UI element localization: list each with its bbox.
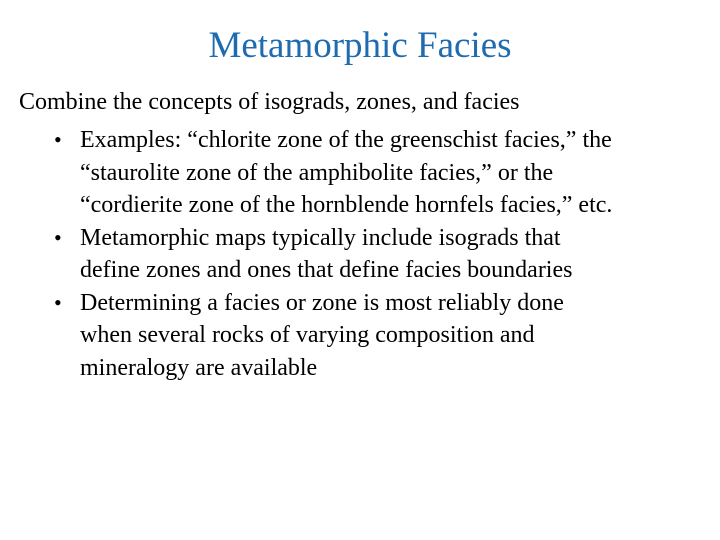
bullet-icon: • bbox=[54, 289, 62, 315]
slide-title: Metamorphic Facies bbox=[208, 25, 512, 66]
bullet-line: define zones and ones that define facies boundaries bbox=[80, 257, 573, 283]
bullet-line: “cordierite zone of the hornblende hornfels facies,” etc. bbox=[80, 192, 613, 218]
bullet-list bbox=[54, 124, 714, 384]
bullet-icon: • bbox=[54, 224, 62, 250]
bullet-item-maps bbox=[54, 222, 714, 287]
bullet-line: mineralogy are available bbox=[80, 354, 318, 381]
bullet-item-determining bbox=[54, 287, 714, 385]
bullet-line: Examples: “chlorite zone of the greenschist facies,” the bbox=[80, 127, 612, 153]
bullet-icon: • bbox=[54, 127, 62, 152]
lead-text: Combine the concepts of isograds, zones, and facies bbox=[19, 89, 520, 115]
bullet-line: when several rocks of varying composition and bbox=[80, 322, 535, 348]
bullet-item-examples bbox=[54, 124, 714, 222]
bullet-line: Determining a facies or zone is most reliably done bbox=[80, 289, 564, 316]
bullet-line: Metamorphic maps typically include isograds that bbox=[80, 224, 561, 251]
bullet-line: “staurolite zone of the amphibolite facies,” or the bbox=[80, 159, 554, 186]
